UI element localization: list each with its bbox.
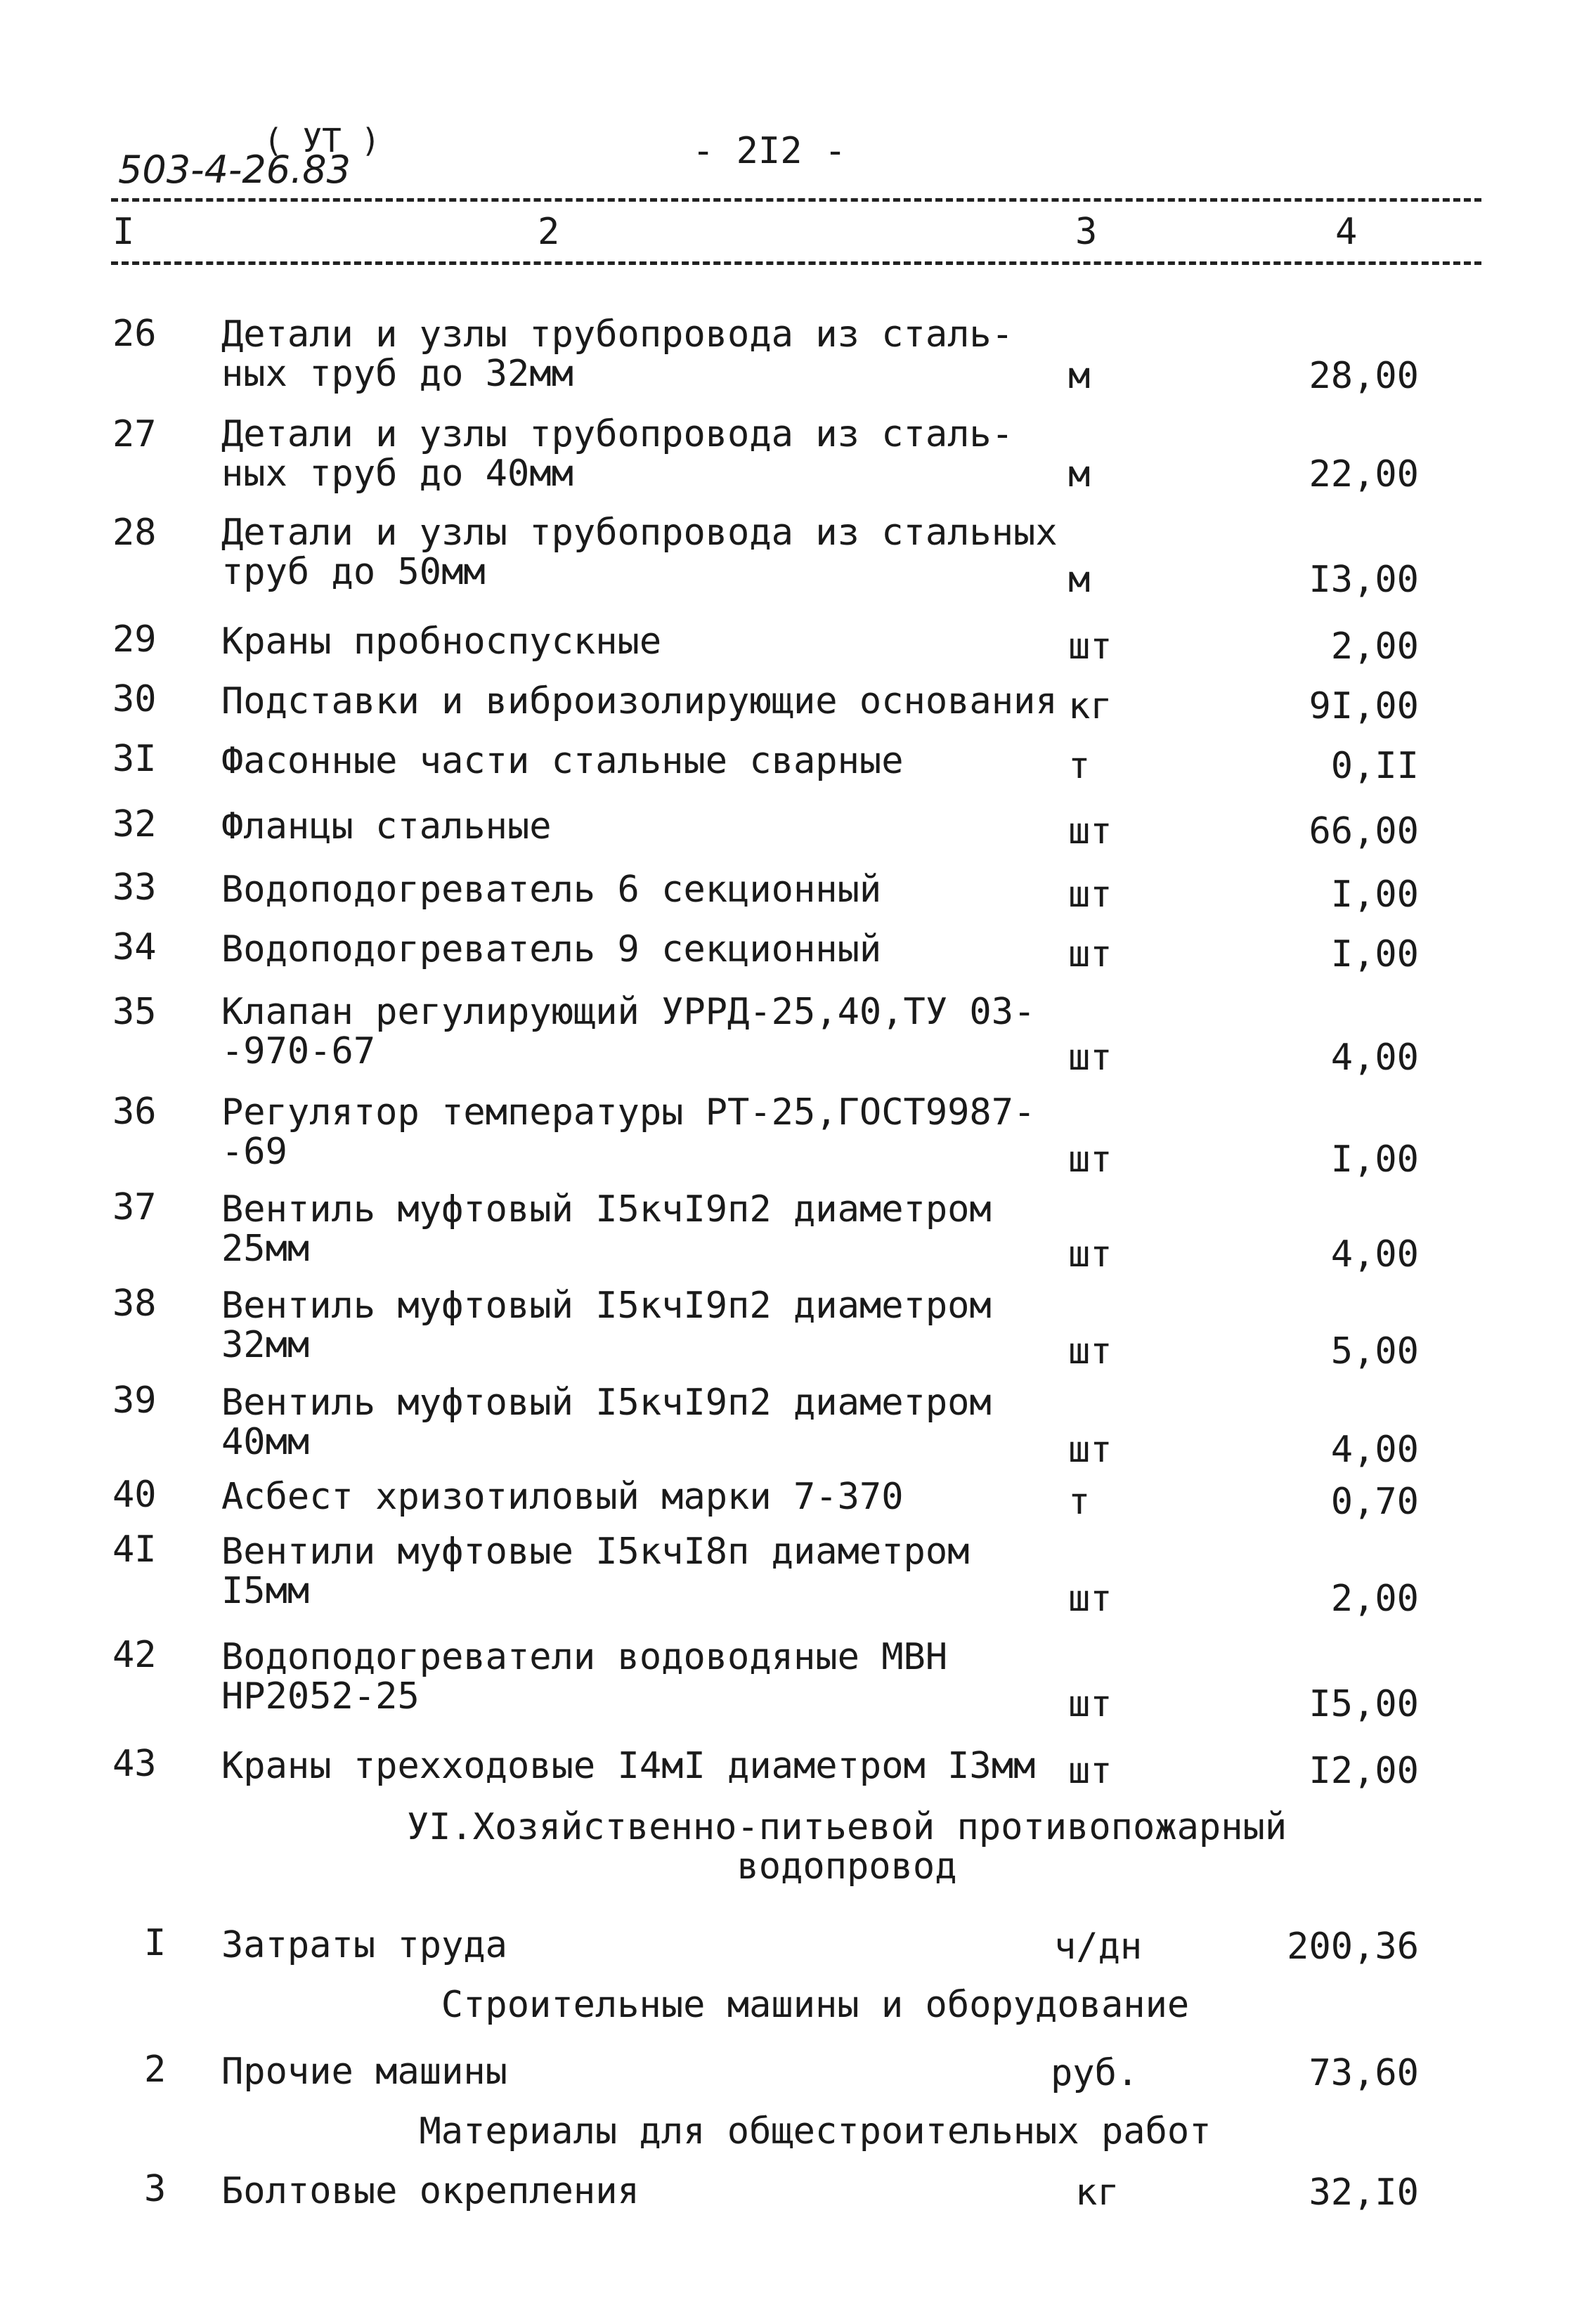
doc-code-prefix: 503 [118,148,191,192]
doc-code-mid: -4- [190,148,242,192]
row-description: Краны трехходовые I4мI диаметром I3мм [221,1745,1036,1787]
row-quantity: 4,00 [1330,1037,1419,1079]
row-number: 40 [112,1474,157,1516]
row-unit: м [1068,355,1091,397]
subsection-title: Строительные машины и оборудование [441,1984,1190,2026]
row-number: 27 [112,413,157,455]
doc-code-suffix: 26.83 [242,148,351,192]
row-description: Прочие машины [221,2051,507,2093]
row-number: 26 [112,313,157,355]
doc-code-note: ( УТ ) [264,122,381,160]
row-quantity: 0,II [1330,745,1419,787]
row-number: 34 [112,926,157,968]
row-unit: м [1068,559,1091,601]
row-description: Клапан регулирующий УРРД-25,40,ТУ 03- -970-67 [221,991,1036,1072]
row-quantity: 5,00 [1330,1330,1419,1372]
row-description: Детали и узлы трубопровода из сталь- ных труб до 32мм [221,313,1014,395]
row-description: Детали и узлы трубопровода из стальных труб до 50мм [221,512,1058,593]
row-number: I [144,1922,167,1964]
column-header-2: 2 [538,211,560,253]
row-quantity: 2,00 [1330,1578,1419,1620]
column-header-4: 4 [1335,211,1358,253]
row-quantity: I,00 [1330,874,1419,916]
section-title: УI.Хозяйственно-питьевой противопожарный водопровод [406,1806,1287,1888]
row-description: Водоподогреватель 9 секционный [221,928,882,971]
row-quantity: 200,36 [1287,1926,1419,1968]
row-description: Асбест хризотиловый марки 7-370 [221,1476,904,1518]
row-unit: т [1068,1481,1091,1523]
row-quantity: 32,I0 [1309,2172,1419,2214]
row-number: 37 [112,1186,157,1228]
header-rule-bottom [111,261,1481,265]
row-description: Фасонные части стальные сварные [221,740,904,782]
row-unit: шт [1068,1750,1112,1792]
row-quantity: 28,00 [1309,355,1419,397]
row-quantity: 66,00 [1309,810,1419,852]
row-number: 42 [112,1634,157,1676]
row-unit: руб. [1051,2052,1139,2094]
row-unit: м [1068,453,1091,495]
row-unit: шт [1068,1429,1112,1471]
row-number: 2 [144,2049,167,2091]
row-quantity: 22,00 [1309,453,1419,495]
row-number: 4I [112,1528,157,1571]
column-header-1: I [112,211,135,253]
row-unit: шт [1068,1330,1112,1372]
row-description: Вентиль муфтовый I5кчI9п2 диаметром 32мм [221,1285,992,1366]
row-description: Водоподогреватель 6 секционный [221,869,882,911]
row-unit: шт [1068,933,1112,975]
row-quantity: I,00 [1330,933,1419,975]
row-description: Регулятор температуры РТ-25,ГОСТ9987- -69 [221,1091,1036,1173]
row-quantity: 4,00 [1330,1233,1419,1275]
row-quantity: I5,00 [1309,1683,1419,1725]
page-number: - 2I2 - [692,130,847,172]
row-unit: т [1068,745,1091,787]
row-number: 39 [112,1380,157,1422]
row-quantity: I3,00 [1309,559,1419,601]
row-number: 28 [112,512,157,554]
row-quantity: 9I,00 [1309,685,1419,727]
row-quantity: I2,00 [1309,1750,1419,1792]
row-unit: шт [1068,1233,1112,1275]
row-description: Детали и узлы трубопровода из сталь- ных труб до 40мм [221,413,1014,495]
row-description: Вентиль муфтовый I5кчI9п2 диаметром 40мм [221,1382,992,1463]
row-number: 3 [144,2168,167,2210]
row-unit: ч/дн [1054,1926,1143,1968]
row-number: 36 [112,1091,157,1133]
row-number: 29 [112,618,157,661]
row-quantity: I,00 [1330,1138,1419,1181]
row-number: 38 [112,1283,157,1325]
subsection-title: Материалы для общестроительных работ [419,2110,1212,2153]
row-description: Затраты труда [221,1924,507,1966]
row-unit: кг [1068,685,1112,727]
row-number: 35 [112,991,157,1033]
row-description: Болтовые окрепления [221,2170,640,2212]
row-unit: шт [1068,1683,1112,1725]
row-number: 33 [112,866,157,909]
row-unit: шт [1068,1037,1112,1079]
row-description: Вентиль муфтовый I5кчI9п2 диаметром 25мм [221,1188,992,1270]
row-description: Вентили муфтовые I5кчI8п диаметром I5мм [221,1531,970,1612]
row-description: Подставки и виброизолирующие основания [221,680,1058,722]
row-number: 30 [112,678,157,720]
row-quantity: 73,60 [1309,2052,1419,2094]
row-quantity: 2,00 [1330,625,1419,668]
row-unit: шт [1068,625,1112,668]
row-description: Фланцы стальные [221,805,552,848]
row-number: 3I [112,738,157,780]
row-unit: шт [1068,1138,1112,1181]
column-header-3: 3 [1075,211,1098,253]
row-quantity: 4,00 [1330,1429,1419,1471]
row-description: Водоподогреватели водоводяные МВН НР2052-25 [221,1636,948,1718]
row-description: Краны пробноспускные [221,621,662,663]
row-number: 32 [112,803,157,845]
header-rule-top [111,198,1481,202]
row-unit: шт [1068,810,1112,852]
row-unit: кг [1075,2172,1120,2214]
row-unit: шт [1068,874,1112,916]
row-quantity: 0,70 [1330,1481,1419,1523]
row-number: 43 [112,1743,157,1785]
row-unit: шт [1068,1578,1112,1620]
